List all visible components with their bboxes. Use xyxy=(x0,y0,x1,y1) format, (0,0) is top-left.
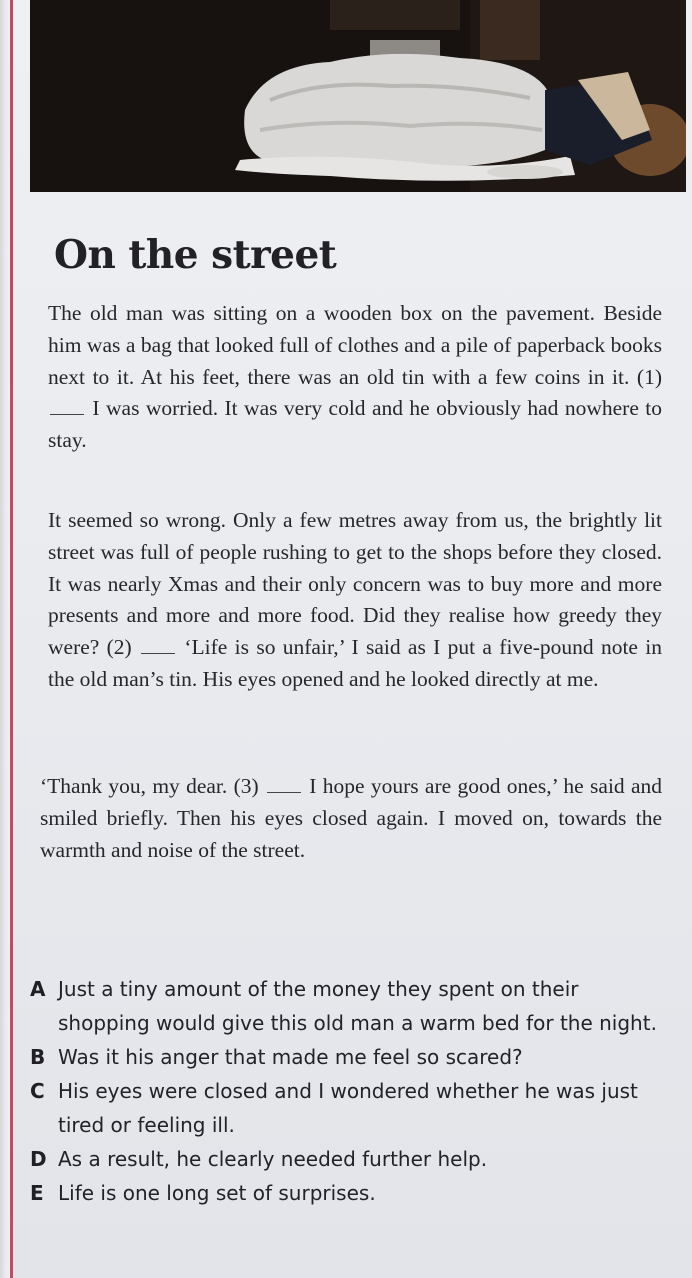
street-scene-illustration xyxy=(30,0,686,192)
accent-stripe xyxy=(10,0,13,1278)
paragraph-2-text-b: ‘Life is so unfair,’ I said as I put a five-pound note in the old man’s tin. His eyes opened and he looked directly at me. xyxy=(48,635,663,691)
gap-1-blank xyxy=(50,413,84,415)
option-text: Just a tiny amount of the money they spent on their shopping would give this old man a warm bed for the night. xyxy=(58,977,657,1035)
option-text: Was it his anger that made me feel so scared? xyxy=(58,1045,523,1069)
paragraph-1-text-a: The old man was sitting on a wooden box on the pavement. Beside him was a bag that looked full of clothes and a pile of paperback books next to it. At his feet, there was an old tin with a few coins in it. (1) xyxy=(48,301,662,389)
option-letter: D xyxy=(30,1147,47,1171)
option-b xyxy=(30,1040,670,1074)
paragraph-2-text-a: It seemed so wrong. Only a few metres away from us, the brightly lit street was full of people rushing to get to the shops before they closed. It was nearly Xmas and their only concern was to buy more and more presents and more and more food. Did they realise how greedy they were? (2) xyxy=(48,508,662,660)
paragraph-3-text-b: I hope yours are good ones,’ he said and smiled briefly. Then his eyes closed again. I moved on, towards the warmth and noise of the street. xyxy=(40,774,663,862)
option-text: Life is one long set of surprises. xyxy=(58,1181,376,1205)
option-text: His eyes were closed and I wondered whether he was just tired or feeling ill. xyxy=(58,1079,638,1137)
article-photo xyxy=(30,0,686,192)
option-letter: C xyxy=(30,1079,45,1103)
paragraph-1 xyxy=(48,298,662,457)
option-letter: E xyxy=(30,1181,44,1205)
option-a xyxy=(30,972,670,1040)
option-e xyxy=(30,1176,670,1210)
paragraph-3 xyxy=(40,771,662,866)
page-edge xyxy=(0,0,10,1278)
answer-options xyxy=(30,972,670,1210)
option-letter: B xyxy=(30,1045,46,1069)
article-title: On the street xyxy=(54,232,337,278)
paragraph-2 xyxy=(48,505,662,696)
option-d xyxy=(30,1142,670,1176)
gap-2-blank xyxy=(141,652,175,654)
gap-3-blank xyxy=(267,791,301,793)
paragraph-1-text-b: I was worried. It was very cold and he obviously had nowhere to stay. xyxy=(48,396,662,453)
option-letter: A xyxy=(30,977,46,1001)
option-text: As a result, he clearly needed further help. xyxy=(58,1147,488,1171)
paragraph-3-text-a: ‘Thank you, my dear. (3) xyxy=(40,774,259,798)
option-c xyxy=(30,1074,670,1142)
